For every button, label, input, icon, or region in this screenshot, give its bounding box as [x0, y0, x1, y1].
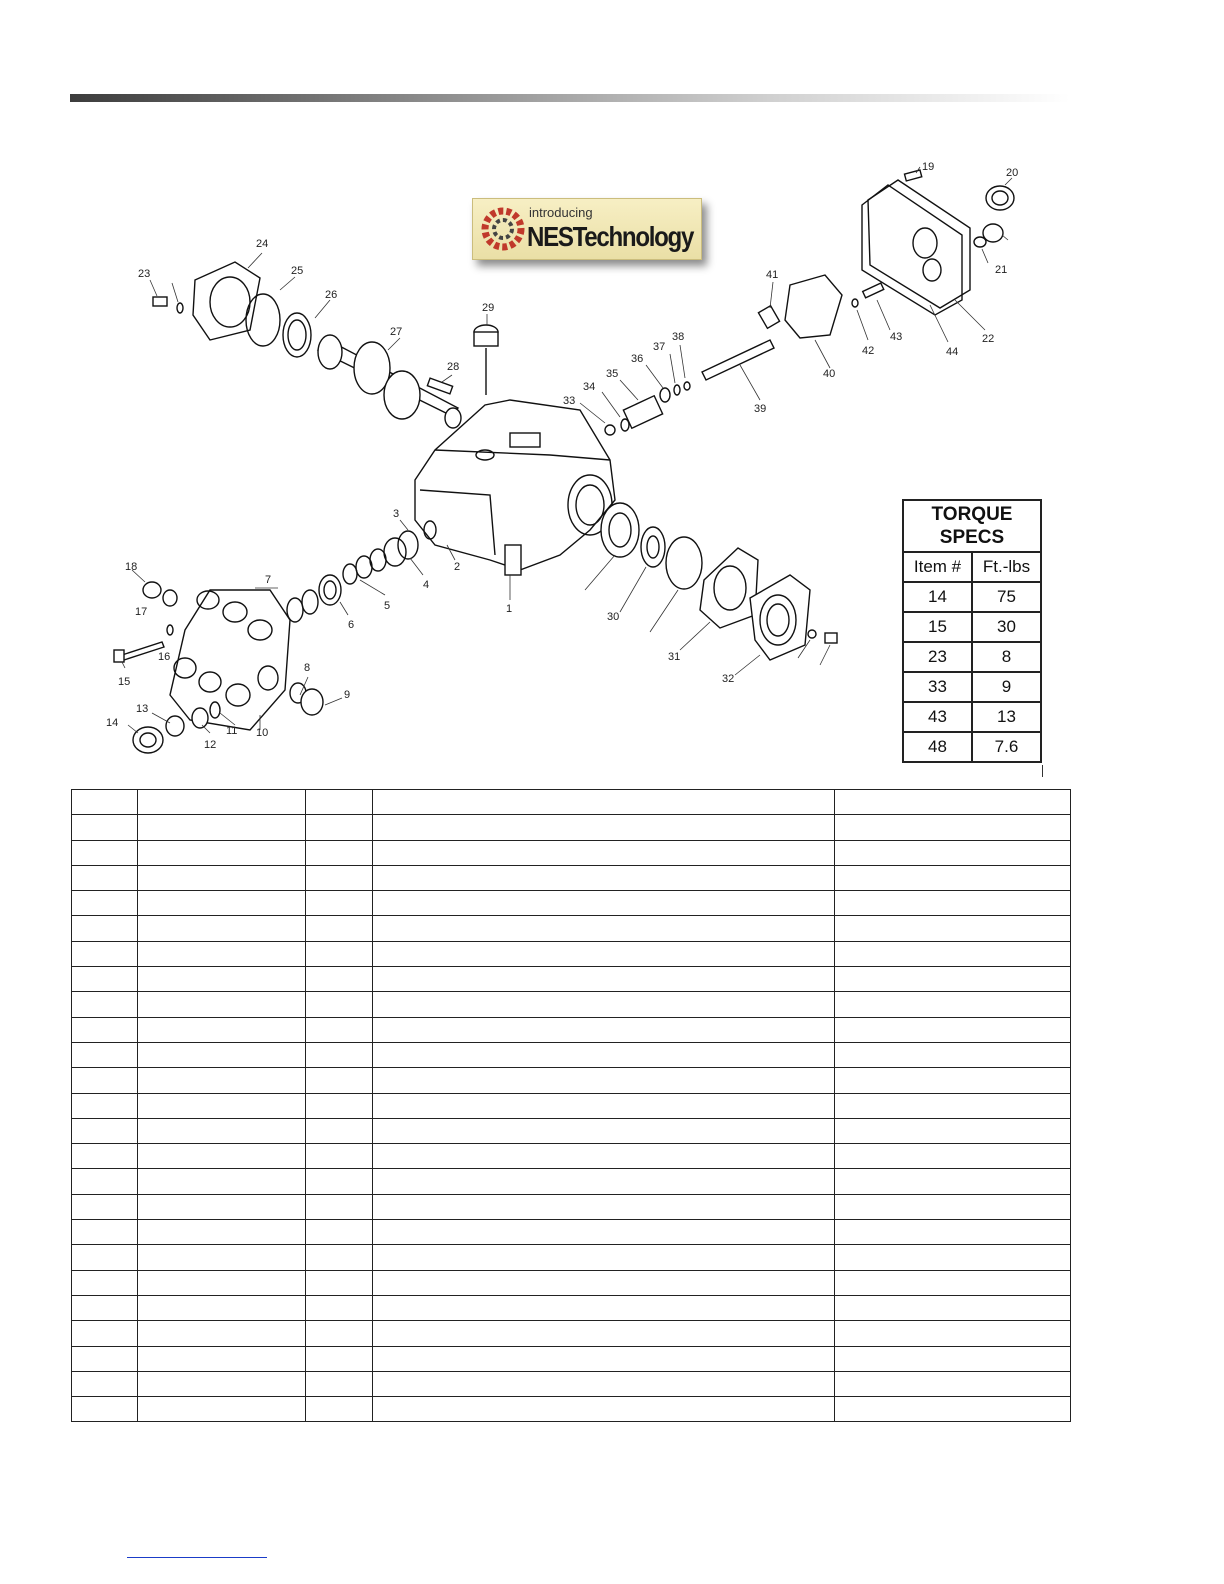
torque-row — [903, 642, 1041, 672]
torque-value: 13 — [972, 702, 1041, 732]
table-cell — [835, 916, 1071, 941]
callout-9: 9 — [344, 689, 351, 701]
table-cell — [373, 1245, 835, 1270]
table-cell — [835, 865, 1071, 890]
table-cell — [138, 1017, 306, 1042]
callout-14: 14 — [106, 717, 119, 729]
table-row — [72, 891, 1071, 916]
table-cell — [373, 790, 835, 815]
table-cell — [138, 1093, 306, 1118]
table-cell — [72, 1270, 138, 1295]
table-cell — [373, 1169, 835, 1194]
table-cell — [835, 891, 1071, 916]
table-cell — [72, 865, 138, 890]
table-cell — [72, 1144, 138, 1169]
table-row — [72, 1346, 1071, 1371]
table-cell — [373, 1397, 835, 1422]
table-cell — [72, 941, 138, 966]
table-cell — [373, 1017, 835, 1042]
table-cell — [835, 790, 1071, 815]
table-cell — [306, 1068, 373, 1093]
torque-title-line2: SPECS — [939, 527, 1005, 548]
table-cell — [306, 1295, 373, 1320]
table-cell — [72, 1346, 138, 1371]
table-cell — [72, 815, 138, 840]
callout-24: 24 — [256, 238, 269, 250]
parts-list-table — [71, 789, 1071, 1422]
callout-31: 31 — [668, 651, 681, 663]
table-cell — [373, 1068, 835, 1093]
table-row — [72, 840, 1071, 865]
table-cell — [373, 1042, 835, 1067]
table-cell — [835, 1042, 1071, 1067]
table-cell — [306, 1169, 373, 1194]
table-cell — [138, 815, 306, 840]
table-row — [72, 1118, 1071, 1143]
table-cell — [373, 1270, 835, 1295]
table-cell — [72, 1017, 138, 1042]
callout-30: 30 — [607, 611, 620, 623]
callout-11: 11 — [226, 725, 238, 737]
table-row — [72, 967, 1071, 992]
callout-12: 12 — [204, 739, 217, 751]
table-cell — [72, 992, 138, 1017]
table-cell — [72, 1042, 138, 1067]
table-cell — [138, 865, 306, 890]
table-cell — [138, 1397, 306, 1422]
torque-item: 14 — [903, 582, 972, 612]
table-cell — [373, 1144, 835, 1169]
table-cell — [306, 1346, 373, 1371]
table-cell — [138, 1346, 306, 1371]
torque-col-item: Item # — [903, 552, 972, 582]
table-row — [72, 1220, 1071, 1245]
table-cell — [835, 1194, 1071, 1219]
table-cell — [306, 815, 373, 840]
table-cell — [138, 790, 306, 815]
table-cell — [138, 967, 306, 992]
callout-44: 44 — [946, 346, 959, 358]
nestechnology-logo — [472, 198, 702, 260]
table-cell — [835, 1169, 1071, 1194]
table-cell — [72, 1169, 138, 1194]
torque-item: 15 — [903, 612, 972, 642]
table-cell — [835, 967, 1071, 992]
callout-21: 21 — [995, 264, 1008, 276]
table-cell — [72, 1194, 138, 1219]
table-cell — [835, 1118, 1071, 1143]
table-cell — [306, 1321, 373, 1346]
torque-specs-title — [903, 500, 1041, 552]
callout-3: 3 — [393, 508, 400, 520]
callout-23: 23 — [138, 268, 151, 280]
table-cell — [373, 865, 835, 890]
callout-10: 10 — [256, 727, 269, 739]
table-cell — [373, 1321, 835, 1346]
callout-18: 18 — [125, 561, 138, 573]
table-cell — [835, 992, 1071, 1017]
header-gradient-bar — [70, 94, 1070, 102]
table-cell — [138, 1068, 306, 1093]
table-cell — [373, 891, 835, 916]
table-cell — [835, 1144, 1071, 1169]
table-cell — [306, 840, 373, 865]
table-cell — [306, 1270, 373, 1295]
table-cell — [72, 1295, 138, 1320]
table-row — [72, 1397, 1071, 1422]
callout-8: 8 — [304, 662, 311, 674]
table-cell — [835, 1220, 1071, 1245]
table-cell — [306, 891, 373, 916]
table-row — [72, 916, 1071, 941]
table-cell — [306, 865, 373, 890]
table-cell — [72, 1245, 138, 1270]
table-row — [72, 1371, 1071, 1396]
callout-13: 13 — [136, 703, 149, 715]
table-cell — [72, 1093, 138, 1118]
torque-tick-mark — [1042, 765, 1043, 777]
table-cell — [138, 1321, 306, 1346]
torque-row — [903, 582, 1041, 612]
torque-item: 43 — [903, 702, 972, 732]
table-row — [72, 1321, 1071, 1346]
callout-33: 33 — [563, 395, 576, 407]
callout-40: 40 — [823, 368, 836, 380]
table-cell — [138, 1371, 306, 1396]
torque-row — [903, 732, 1041, 762]
table-cell — [306, 1371, 373, 1396]
table-cell — [72, 790, 138, 815]
table-cell — [835, 1371, 1071, 1396]
callout-26: 26 — [325, 289, 338, 301]
table-cell — [373, 967, 835, 992]
callout-2: 2 — [454, 561, 461, 573]
table-cell — [835, 1397, 1071, 1422]
torque-value: 9 — [972, 672, 1041, 702]
table-cell — [306, 1220, 373, 1245]
table-cell — [138, 1042, 306, 1067]
callout-5: 5 — [384, 600, 391, 612]
table-cell — [373, 1295, 835, 1320]
callout-1: 1 — [506, 603, 513, 615]
table-cell — [306, 1017, 373, 1042]
table-cell — [72, 1371, 138, 1396]
table-cell — [72, 840, 138, 865]
torque-col-value: Ft.-lbs — [972, 552, 1041, 582]
table-cell — [138, 1118, 306, 1143]
torque-specs-table — [902, 499, 1042, 763]
callout-41: 41 — [766, 269, 779, 281]
callout-32: 32 — [722, 673, 735, 685]
table-cell — [835, 941, 1071, 966]
parts-list-body — [72, 790, 1071, 1422]
table-cell — [306, 916, 373, 941]
logo-intro-text: introducing — [529, 205, 593, 220]
table-cell — [306, 1118, 373, 1143]
table-row — [72, 1194, 1071, 1219]
table-cell — [72, 1397, 138, 1422]
table-row — [72, 1169, 1071, 1194]
table-cell — [835, 1295, 1071, 1320]
table-cell — [306, 992, 373, 1017]
table-row — [72, 1093, 1071, 1118]
footer-link-underline[interactable] — [127, 1557, 267, 1558]
table-row — [72, 1270, 1071, 1295]
callout-6: 6 — [348, 619, 355, 631]
table-cell — [138, 1169, 306, 1194]
table-cell — [138, 1295, 306, 1320]
table-cell — [306, 1093, 373, 1118]
torque-value: 75 — [972, 582, 1041, 612]
nes-ring-icon — [481, 207, 525, 251]
table-cell — [835, 815, 1071, 840]
table-cell — [373, 1118, 835, 1143]
table-row — [72, 1295, 1071, 1320]
table-cell — [835, 1093, 1071, 1118]
callout-43: 43 — [890, 331, 903, 343]
torque-row — [903, 702, 1041, 732]
callout-39: 39 — [754, 403, 767, 415]
table-cell — [138, 840, 306, 865]
callout-4: 4 — [423, 579, 430, 591]
callout-19: 19 — [922, 161, 935, 173]
callout-22: 22 — [982, 333, 995, 345]
table-cell — [306, 1245, 373, 1270]
table-cell — [835, 1017, 1071, 1042]
callout-17: 17 — [135, 606, 148, 618]
table-row — [72, 992, 1071, 1017]
table-cell — [306, 1144, 373, 1169]
table-cell — [306, 1042, 373, 1067]
table-cell — [138, 891, 306, 916]
table-cell — [306, 941, 373, 966]
table-cell — [72, 916, 138, 941]
table-row — [72, 1042, 1071, 1067]
table-cell — [373, 1346, 835, 1371]
torque-value: 7.6 — [972, 732, 1041, 762]
table-cell — [835, 1346, 1071, 1371]
table-cell — [138, 1270, 306, 1295]
logo-brand-text: NESTechnology — [527, 221, 694, 252]
callout-7: 7 — [265, 574, 272, 586]
torque-item: 48 — [903, 732, 972, 762]
table-cell — [373, 916, 835, 941]
table-cell — [306, 790, 373, 815]
table-row — [72, 1245, 1071, 1270]
table-cell — [373, 1194, 835, 1219]
table-cell — [138, 941, 306, 966]
table-cell — [306, 967, 373, 992]
table-cell — [373, 1371, 835, 1396]
callout-20: 20 — [1006, 167, 1019, 179]
torque-row — [903, 612, 1041, 642]
callout-37: 37 — [653, 341, 666, 353]
table-cell — [72, 1220, 138, 1245]
callout-28: 28 — [447, 361, 460, 373]
table-cell — [835, 1245, 1071, 1270]
table-cell — [138, 1245, 306, 1270]
table-cell — [306, 1194, 373, 1219]
table-cell — [373, 1093, 835, 1118]
callout-34: 34 — [583, 381, 596, 393]
callout-29: 29 — [482, 302, 495, 314]
table-cell — [138, 1144, 306, 1169]
torque-row — [903, 672, 1041, 702]
table-cell — [373, 840, 835, 865]
callout-35: 35 — [606, 368, 619, 380]
torque-item: 23 — [903, 642, 972, 672]
callout-27: 27 — [390, 326, 403, 338]
torque-value: 30 — [972, 612, 1041, 642]
table-cell — [138, 992, 306, 1017]
table-row — [72, 1017, 1071, 1042]
torque-value: 8 — [972, 642, 1041, 672]
table-cell — [72, 967, 138, 992]
table-row — [72, 1144, 1071, 1169]
table-row — [72, 865, 1071, 890]
callout-38: 38 — [672, 331, 685, 343]
table-cell — [835, 1068, 1071, 1093]
table-cell — [835, 1321, 1071, 1346]
table-cell — [835, 840, 1071, 865]
table-cell — [72, 891, 138, 916]
table-row — [72, 941, 1071, 966]
table-row — [72, 1068, 1071, 1093]
table-cell — [72, 1118, 138, 1143]
torque-title-line1: TORQUE — [931, 504, 1013, 525]
table-cell — [373, 941, 835, 966]
callout-15: 15 — [118, 676, 131, 688]
callout-16: 16 — [158, 651, 171, 663]
table-cell — [306, 1397, 373, 1422]
table-cell — [72, 1068, 138, 1093]
table-cell — [373, 815, 835, 840]
table-cell — [373, 992, 835, 1017]
table-cell — [72, 1321, 138, 1346]
table-cell — [835, 1270, 1071, 1295]
table-row — [72, 790, 1071, 815]
table-cell — [138, 1194, 306, 1219]
torque-item: 33 — [903, 672, 972, 702]
callout-36: 36 — [631, 353, 644, 365]
callout-25: 25 — [291, 265, 304, 277]
table-cell — [373, 1220, 835, 1245]
table-cell — [138, 1220, 306, 1245]
table-row — [72, 815, 1071, 840]
table-cell — [138, 916, 306, 941]
callout-42: 42 — [862, 345, 875, 357]
